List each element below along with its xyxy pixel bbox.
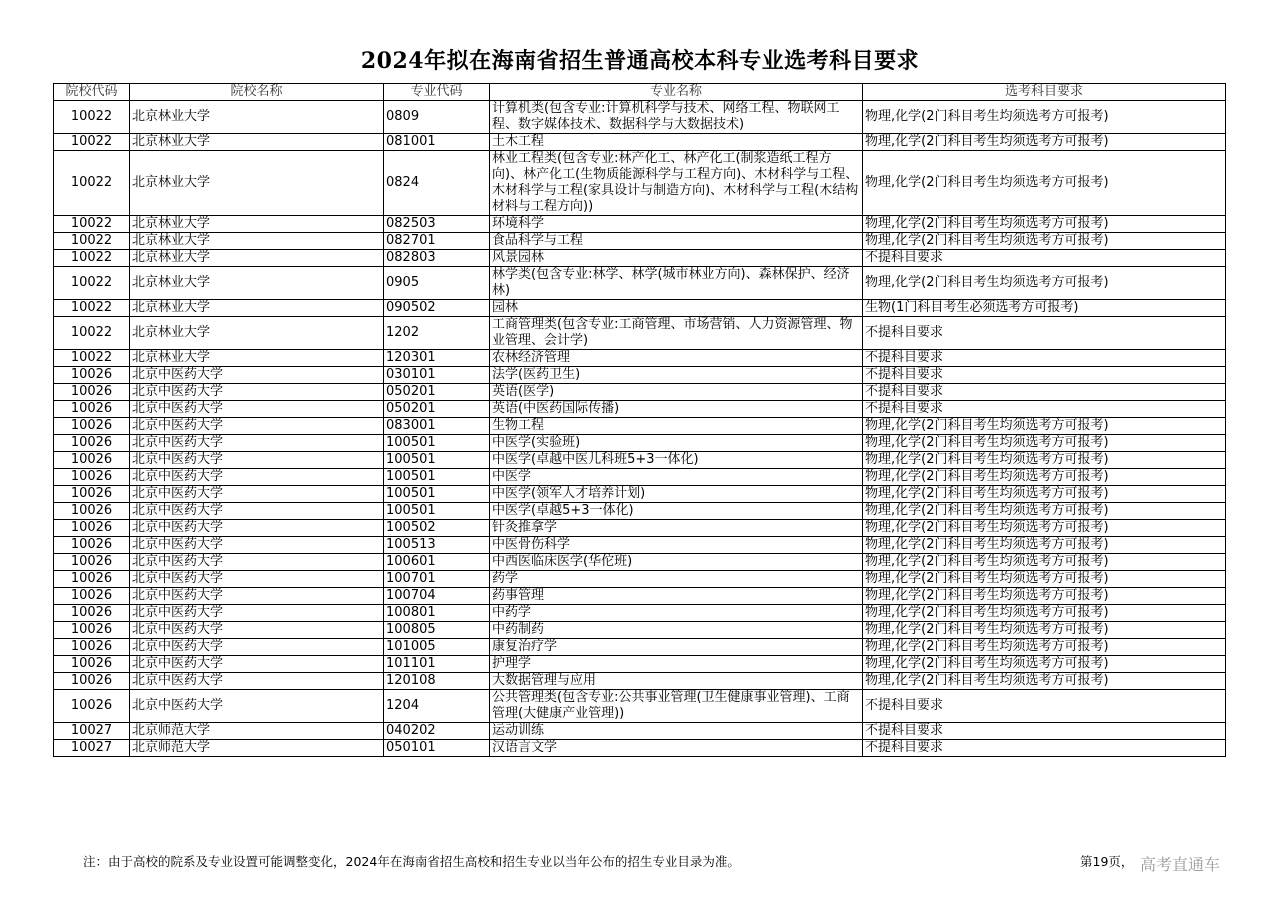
subject-requirement-cell: 不提科目要求 (863, 350, 1226, 367)
school-name-cell: 北京林业大学 (130, 216, 384, 233)
major-code-cell: 0824 (384, 151, 490, 216)
major-name-cell: 环境科学 (490, 216, 863, 233)
school-code-cell: 10026 (54, 435, 130, 452)
table-row (54, 605, 1226, 622)
school-code-cell: 10026 (54, 503, 130, 520)
subject-requirement-cell: 物理,化学(2门科目考生均须选考方可报考) (863, 233, 1226, 250)
school-code-cell: 10022 (54, 300, 130, 317)
subject-requirement-cell: 物理,化学(2门科目考生均须选考方可报考) (863, 520, 1226, 537)
school-name-cell: 北京中医药大学 (130, 605, 384, 622)
school-name-cell: 北京中医药大学 (130, 503, 384, 520)
header-major-name: 专业名称 (490, 84, 863, 101)
major-code-cell: 081001 (384, 134, 490, 151)
table-row (54, 571, 1226, 588)
requirements-table (53, 83, 1226, 757)
major-code-cell: 050201 (384, 384, 490, 401)
school-name-cell: 北京中医药大学 (130, 656, 384, 673)
table-row (54, 401, 1226, 418)
school-code-cell: 10022 (54, 151, 130, 216)
school-name-cell: 北京林业大学 (130, 350, 384, 367)
header-school-code: 院校代码 (54, 84, 130, 101)
major-code-cell: 100701 (384, 571, 490, 588)
table-row (54, 537, 1226, 554)
school-code-cell: 10026 (54, 656, 130, 673)
page-number: 第19页， (1080, 854, 1134, 869)
subject-requirement-cell: 物理,化学(2门科目考生均须选考方可报考) (863, 588, 1226, 605)
table-row (54, 367, 1226, 384)
table-row (54, 503, 1226, 520)
subject-requirement-cell: 生物(1门科目考生必须选考方可报考) (863, 300, 1226, 317)
subject-requirement-cell: 物理,化学(2门科目考生均须选考方可报考) (863, 452, 1226, 469)
table-row (54, 267, 1226, 300)
major-name-cell: 中药学 (490, 605, 863, 622)
major-code-cell: 083001 (384, 418, 490, 435)
subject-requirement-cell: 物理,化学(2门科目考生均须选考方可报考) (863, 622, 1226, 639)
major-name-cell: 中西医临床医学(华佗班) (490, 554, 863, 571)
subject-requirement-cell: 物理,化学(2门科目考生均须选考方可报考) (863, 418, 1226, 435)
table-row (54, 384, 1226, 401)
school-name-cell: 北京中医药大学 (130, 690, 384, 723)
subject-requirement-cell: 物理,化学(2门科目考生均须选考方可报考) (863, 151, 1226, 216)
school-name-cell: 北京中医药大学 (130, 401, 384, 418)
major-code-cell: 082701 (384, 233, 490, 250)
school-code-cell: 10022 (54, 233, 130, 250)
school-name-cell: 北京中医药大学 (130, 469, 384, 486)
subject-requirement-cell: 物理,化学(2门科目考生均须选考方可报考) (863, 537, 1226, 554)
school-code-cell: 10022 (54, 317, 130, 350)
school-name-cell: 北京中医药大学 (130, 520, 384, 537)
major-name-cell: 中医学(卓越5+3一体化) (490, 503, 863, 520)
major-name-cell: 中医学(卓越中医儿科班5+3一体化) (490, 452, 863, 469)
page-title: 2024年拟在海南省招生普通高校本科专业选考科目要求 (360, 48, 920, 74)
table-row (54, 723, 1226, 740)
subject-requirement-cell: 不提科目要求 (863, 250, 1226, 267)
subject-requirement-cell: 不提科目要求 (863, 384, 1226, 401)
school-code-cell: 10026 (54, 571, 130, 588)
header-major-code: 专业代码 (384, 84, 490, 101)
major-code-cell: 120301 (384, 350, 490, 367)
table-row (54, 435, 1226, 452)
header-school-name: 院校名称 (130, 84, 384, 101)
school-code-cell: 10026 (54, 367, 130, 384)
school-name-cell: 北京林业大学 (130, 233, 384, 250)
school-code-cell: 10022 (54, 350, 130, 367)
major-name-cell: 生物工程 (490, 418, 863, 435)
table-row (54, 350, 1226, 367)
school-code-cell: 10026 (54, 537, 130, 554)
major-name-cell: 大数据管理与应用 (490, 673, 863, 690)
major-code-cell: 100501 (384, 469, 490, 486)
table-row (54, 101, 1226, 134)
school-name-cell: 北京林业大学 (130, 151, 384, 216)
major-code-cell: 0905 (384, 267, 490, 300)
major-name-cell: 英语(中医药国际传播) (490, 401, 863, 418)
school-code-cell: 10022 (54, 134, 130, 151)
table-row (54, 622, 1226, 639)
major-code-cell: 082503 (384, 216, 490, 233)
major-name-cell: 针灸推拿学 (490, 520, 863, 537)
major-code-cell: 100601 (384, 554, 490, 571)
table-row (54, 690, 1226, 723)
table-header-row (54, 84, 1226, 101)
major-name-cell: 中医骨伤科学 (490, 537, 863, 554)
school-name-cell: 北京师范大学 (130, 740, 384, 757)
table-row (54, 418, 1226, 435)
subject-requirement-cell: 物理,化学(2门科目考生均须选考方可报考) (863, 267, 1226, 300)
major-name-cell: 中医学(领军人才培养计划) (490, 486, 863, 503)
subject-requirement-cell: 不提科目要求 (863, 401, 1226, 418)
subject-requirement-cell: 物理,化学(2门科目考生均须选考方可报考) (863, 673, 1226, 690)
subject-requirement-cell: 不提科目要求 (863, 367, 1226, 384)
table-row (54, 554, 1226, 571)
school-name-cell: 北京中医药大学 (130, 367, 384, 384)
school-name-cell: 北京中医药大学 (130, 622, 384, 639)
table-row (54, 588, 1226, 605)
school-name-cell: 北京中医药大学 (130, 486, 384, 503)
major-code-cell: 100801 (384, 605, 490, 622)
major-name-cell: 药事管理 (490, 588, 863, 605)
major-code-cell: 100502 (384, 520, 490, 537)
subject-requirement-cell: 不提科目要求 (863, 690, 1226, 723)
school-name-cell: 北京中医药大学 (130, 588, 384, 605)
subject-requirement-cell: 物理,化学(2门科目考生均须选考方可报考) (863, 134, 1226, 151)
school-code-cell: 10026 (54, 418, 130, 435)
table-row (54, 520, 1226, 537)
table-row (54, 639, 1226, 656)
subject-requirement-cell: 物理,化学(2门科目考生均须选考方可报考) (863, 216, 1226, 233)
major-name-cell: 护理学 (490, 656, 863, 673)
major-name-cell: 康复治疗学 (490, 639, 863, 656)
school-code-cell: 10026 (54, 554, 130, 571)
major-name-cell: 药学 (490, 571, 863, 588)
school-code-cell: 10026 (54, 690, 130, 723)
school-name-cell: 北京林业大学 (130, 267, 384, 300)
school-name-cell: 北京中医药大学 (130, 673, 384, 690)
school-code-cell: 10026 (54, 452, 130, 469)
subject-requirement-cell: 物理,化学(2门科目考生均须选考方可报考) (863, 605, 1226, 622)
school-name-cell: 北京中医药大学 (130, 554, 384, 571)
school-name-cell: 北京中医药大学 (130, 537, 384, 554)
subject-requirement-cell: 物理,化学(2门科目考生均须选考方可报考) (863, 639, 1226, 656)
major-code-cell: 100805 (384, 622, 490, 639)
major-name-cell: 法学(医药卫生) (490, 367, 863, 384)
header-subject-requirement: 选考科目要求 (863, 84, 1226, 101)
major-name-cell: 汉语言文学 (490, 740, 863, 757)
table-row (54, 673, 1226, 690)
table-row (54, 656, 1226, 673)
major-name-cell: 公共管理类(包含专业:公共事业管理(卫生健康事业管理)、工商管理(大健康产业管理)) (490, 690, 863, 723)
major-code-cell: 101101 (384, 656, 490, 673)
table-row (54, 317, 1226, 350)
major-code-cell: 100704 (384, 588, 490, 605)
school-name-cell: 北京中医药大学 (130, 639, 384, 656)
table-row (54, 216, 1226, 233)
major-code-cell: 0809 (384, 101, 490, 134)
table-row (54, 250, 1226, 267)
school-code-cell: 10026 (54, 588, 130, 605)
school-code-cell: 10027 (54, 723, 130, 740)
school-name-cell: 北京中医药大学 (130, 418, 384, 435)
major-name-cell: 林业工程类(包含专业:林产化工、林产化工(制浆造纸工程方向)、林产化工(生物质能源科学与工程方向)、木材科学与工程、木材科学与工程(家具设计与制造方向)、木材科学与工程(木结构材料与工程方向)) (490, 151, 863, 216)
school-name-cell: 北京中医药大学 (130, 452, 384, 469)
table-row (54, 151, 1226, 216)
school-code-cell: 10026 (54, 384, 130, 401)
major-code-cell: 1204 (384, 690, 490, 723)
table-row (54, 486, 1226, 503)
school-code-cell: 10022 (54, 101, 130, 134)
subject-requirement-cell: 物理,化学(2门科目考生均须选考方可报考) (863, 656, 1226, 673)
subject-requirement-cell: 物理,化学(2门科目考生均须选考方可报考) (863, 554, 1226, 571)
school-code-cell: 10026 (54, 622, 130, 639)
major-name-cell: 中医学(实验班) (490, 435, 863, 452)
subject-requirement-cell: 物理,化学(2门科目考生均须选考方可报考) (863, 469, 1226, 486)
school-code-cell: 10026 (54, 469, 130, 486)
subject-requirement-cell: 物理,化学(2门科目考生均须选考方可报考) (863, 571, 1226, 588)
table-row (54, 300, 1226, 317)
major-code-cell: 100501 (384, 486, 490, 503)
major-name-cell: 运动训练 (490, 723, 863, 740)
table-row (54, 469, 1226, 486)
major-code-cell: 1202 (384, 317, 490, 350)
school-code-cell: 10026 (54, 673, 130, 690)
school-name-cell: 北京林业大学 (130, 134, 384, 151)
major-code-cell: 101005 (384, 639, 490, 656)
major-name-cell: 园林 (490, 300, 863, 317)
footnote: 注：由于高校的院系及专业设置可能调整变化，2024年在海南省招生高校和招生专业以当年公布的招生专业目录为准。 (83, 854, 740, 869)
major-code-cell: 120108 (384, 673, 490, 690)
school-code-cell: 10022 (54, 250, 130, 267)
school-name-cell: 北京中医药大学 (130, 384, 384, 401)
major-name-cell: 风景园林 (490, 250, 863, 267)
subject-requirement-cell: 物理,化学(2门科目考生均须选考方可报考) (863, 101, 1226, 134)
school-code-cell: 10026 (54, 520, 130, 537)
major-name-cell: 中医学 (490, 469, 863, 486)
watermark-text: 高考直通车 (1140, 855, 1221, 874)
school-code-cell: 10026 (54, 639, 130, 656)
major-code-cell: 050101 (384, 740, 490, 757)
school-name-cell: 北京中医药大学 (130, 435, 384, 452)
major-name-cell: 工商管理类(包含专业:工商管理、市场营销、人力资源管理、物业管理、会计学) (490, 317, 863, 350)
school-code-cell: 10022 (54, 267, 130, 300)
major-name-cell: 英语(医学) (490, 384, 863, 401)
major-code-cell: 030101 (384, 367, 490, 384)
subject-requirement-cell: 不提科目要求 (863, 740, 1226, 757)
subject-requirement-cell: 不提科目要求 (863, 723, 1226, 740)
major-code-cell: 050201 (384, 401, 490, 418)
school-code-cell: 10022 (54, 216, 130, 233)
subject-requirement-cell: 物理,化学(2门科目考生均须选考方可报考) (863, 486, 1226, 503)
major-code-cell: 100501 (384, 435, 490, 452)
school-code-cell: 10026 (54, 401, 130, 418)
school-name-cell: 北京林业大学 (130, 250, 384, 267)
major-code-cell: 100501 (384, 503, 490, 520)
major-name-cell: 食品科学与工程 (490, 233, 863, 250)
major-code-cell: 040202 (384, 723, 490, 740)
table-row (54, 134, 1226, 151)
major-code-cell: 100513 (384, 537, 490, 554)
major-name-cell: 计算机类(包含专业:计算机科学与技术、网络工程、物联网工程、数字媒体技术、数据科学与大数据技术) (490, 101, 863, 134)
school-name-cell: 北京中医药大学 (130, 571, 384, 588)
major-name-cell: 林学类(包含专业:林学、林学(城市林业方向)、森林保护、经济林) (490, 267, 863, 300)
school-code-cell: 10026 (54, 486, 130, 503)
subject-requirement-cell: 物理,化学(2门科目考生均须选考方可报考) (863, 435, 1226, 452)
table-row (54, 233, 1226, 250)
table-row (54, 740, 1226, 757)
school-code-cell: 10027 (54, 740, 130, 757)
major-code-cell: 090502 (384, 300, 490, 317)
major-name-cell: 中药制药 (490, 622, 863, 639)
school-name-cell: 北京林业大学 (130, 101, 384, 134)
school-name-cell: 北京师范大学 (130, 723, 384, 740)
school-name-cell: 北京林业大学 (130, 300, 384, 317)
table-row (54, 452, 1226, 469)
major-name-cell: 农林经济管理 (490, 350, 863, 367)
school-code-cell: 10026 (54, 605, 130, 622)
table-body (54, 101, 1226, 757)
major-code-cell: 082803 (384, 250, 490, 267)
school-name-cell: 北京林业大学 (130, 317, 384, 350)
major-code-cell: 100501 (384, 452, 490, 469)
subject-requirement-cell: 物理,化学(2门科目考生均须选考方可报考) (863, 503, 1226, 520)
major-name-cell: 土木工程 (490, 134, 863, 151)
subject-requirement-cell: 不提科目要求 (863, 317, 1226, 350)
